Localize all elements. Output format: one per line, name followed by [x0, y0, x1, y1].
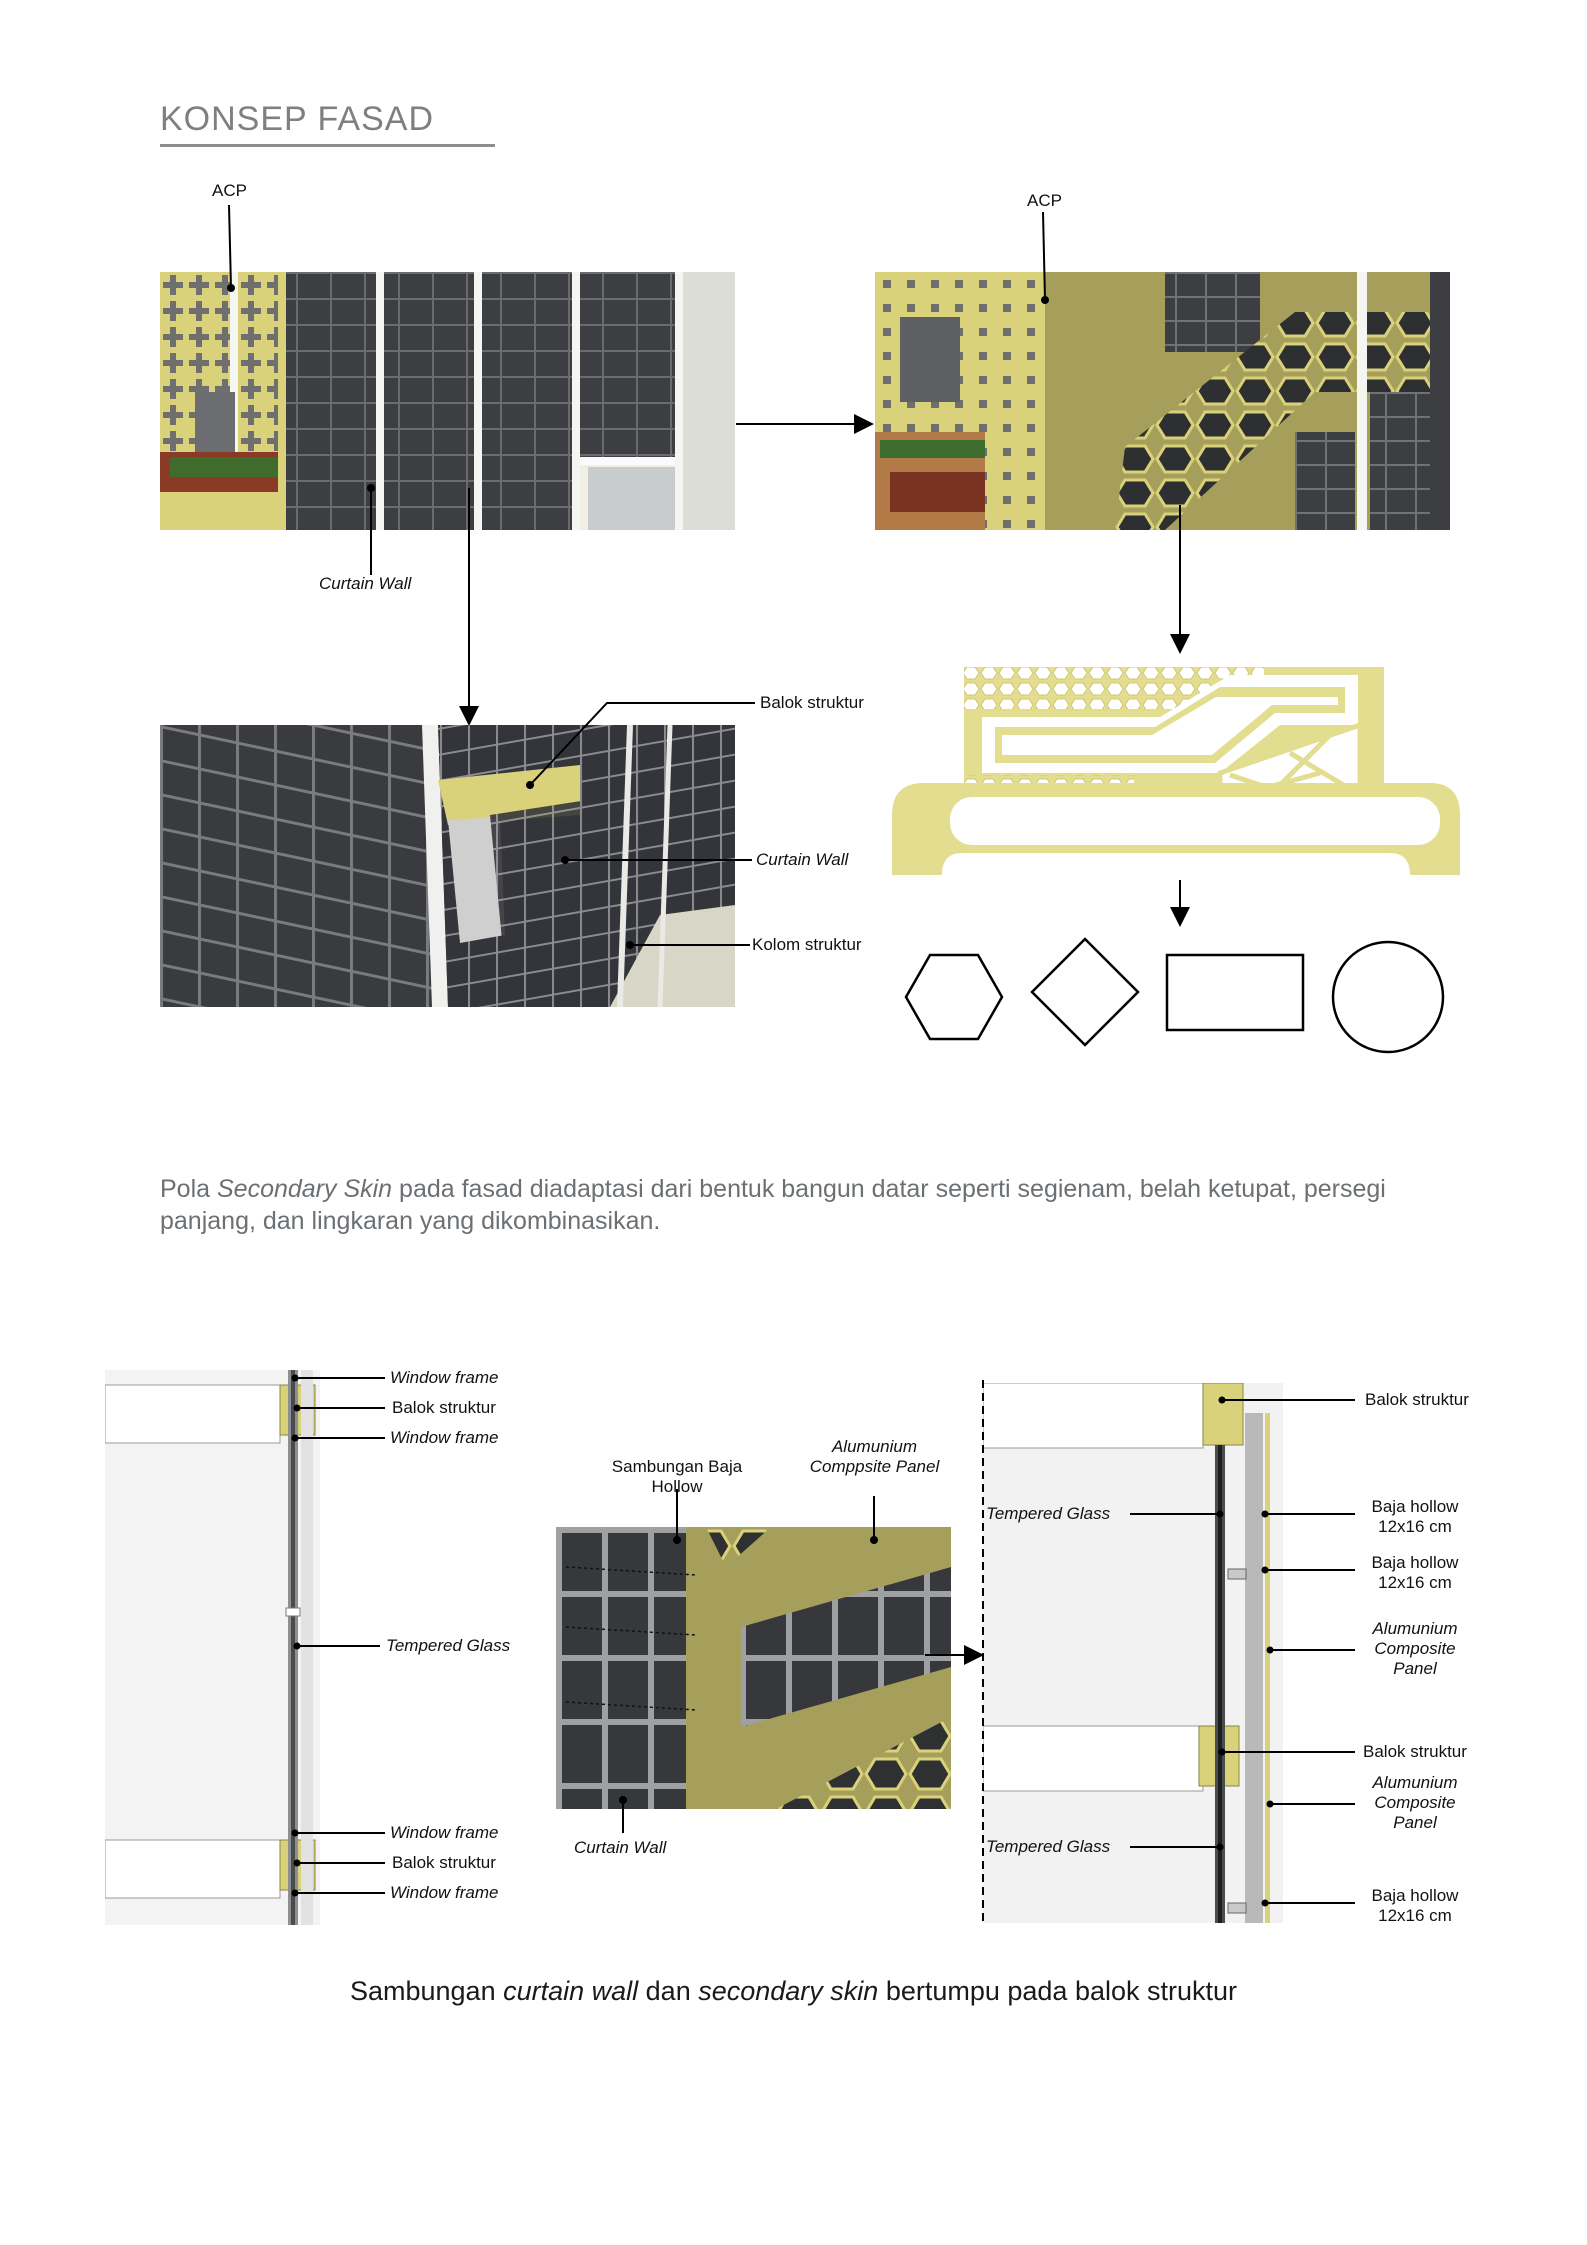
caption-em1: curtain wall	[503, 1976, 639, 2006]
label-tempered-glass-left: Tempered Glass	[386, 1636, 511, 1655]
label-tempered-glass-r1: Tempered Glass	[986, 1504, 1111, 1523]
label-balok-struktur-l1: Balok struktur	[392, 1398, 496, 1417]
description-paragraph	[160, 1173, 1450, 1237]
secondary-skin-pattern	[890, 665, 1460, 880]
label-window-frame-1: Window frame	[390, 1368, 499, 1387]
label-balok-struktur-r1: Balok struktur	[1365, 1390, 1469, 1409]
label-tempered-glass-r2: Tempered Glass	[986, 1837, 1111, 1856]
label-window-frame-2: Window frame	[390, 1428, 499, 1447]
label-baja-hollow-1: Baja hollow 12x16 cm	[1371, 1497, 1459, 1536]
paragraph-pre: Pola	[160, 1175, 217, 1203]
label-acp-panel-1: Alumunium Composite Panel	[1372, 1619, 1458, 1678]
title-underline	[160, 144, 495, 147]
render-secondary-skin	[875, 272, 1450, 530]
section-left-art	[105, 1370, 320, 1925]
paragraph-em: Secondary Skin	[216, 1175, 393, 1203]
caption-t1: Sambungan	[349, 1976, 504, 2006]
caption-em2: secondary skin	[698, 1976, 879, 2006]
render-secondary-skin-art	[875, 272, 1450, 530]
label-balok-struktur-top: Balok struktur	[760, 693, 864, 712]
label-acp-panel-2: Alumunium Composite Panel	[1372, 1773, 1458, 1832]
label-baja-hollow-3: Baja hollow 12x16 cm	[1371, 1886, 1459, 1925]
label-baja-hollow-2: Baja hollow 12x16 cm	[1371, 1553, 1459, 1592]
render-joint-detail	[556, 1527, 951, 1809]
label-acp-right: ACP	[1027, 191, 1062, 210]
label-window-frame-4: Window frame	[390, 1883, 499, 1902]
section-left-drawing	[105, 1370, 320, 1925]
basic-shapes-row	[900, 935, 1450, 1065]
render-joint-detail-art	[556, 1527, 951, 1809]
hexagon-shape	[906, 955, 1002, 1039]
circle-shape	[1333, 942, 1443, 1052]
label-sambungan-baja-hollow: Sambungan Baja Hollow	[611, 1457, 743, 1496]
diamond-shape	[1032, 939, 1138, 1045]
figure-caption	[0, 1976, 1587, 2007]
label-window-frame-3: Window frame	[390, 1823, 499, 1842]
label-balok-struktur-l2: Balok struktur	[392, 1853, 496, 1872]
paragraph-post: pada fasad diadaptasi dari bentuk bangun datar seperti segienam, belah ketupat, persegi panjang, dan lingkaran yang dikombinasikan.	[160, 1175, 1386, 1235]
secondary-skin-pattern-art	[890, 665, 1460, 880]
caption-t3: bertumpu pada balok struktur	[878, 1976, 1238, 2006]
label-acp-left: ACP	[212, 181, 247, 200]
page-title: KONSEP FASAD	[160, 100, 435, 138]
label-curtain-wall-middle: Curtain Wall	[756, 850, 849, 869]
label-kolom-struktur: Kolom struktur	[752, 935, 862, 954]
render-curtain-wall-acp	[160, 272, 735, 530]
caption-t2: dan	[638, 1976, 699, 2006]
label-balok-struktur-r2: Balok struktur	[1363, 1742, 1467, 1761]
rectangle-shape	[1167, 955, 1303, 1030]
label-curtain-wall-top: Curtain Wall	[319, 574, 412, 593]
render-curtain-wall-detail-art	[160, 725, 735, 1007]
label-alumunium-comppsite-panel: Alumunium Comppsite Panel	[809, 1437, 940, 1476]
render-curtain-wall-acp-art	[160, 272, 735, 530]
label-curtain-wall-bottom: Curtain Wall	[574, 1838, 667, 1857]
render-curtain-wall-detail	[160, 725, 735, 1007]
